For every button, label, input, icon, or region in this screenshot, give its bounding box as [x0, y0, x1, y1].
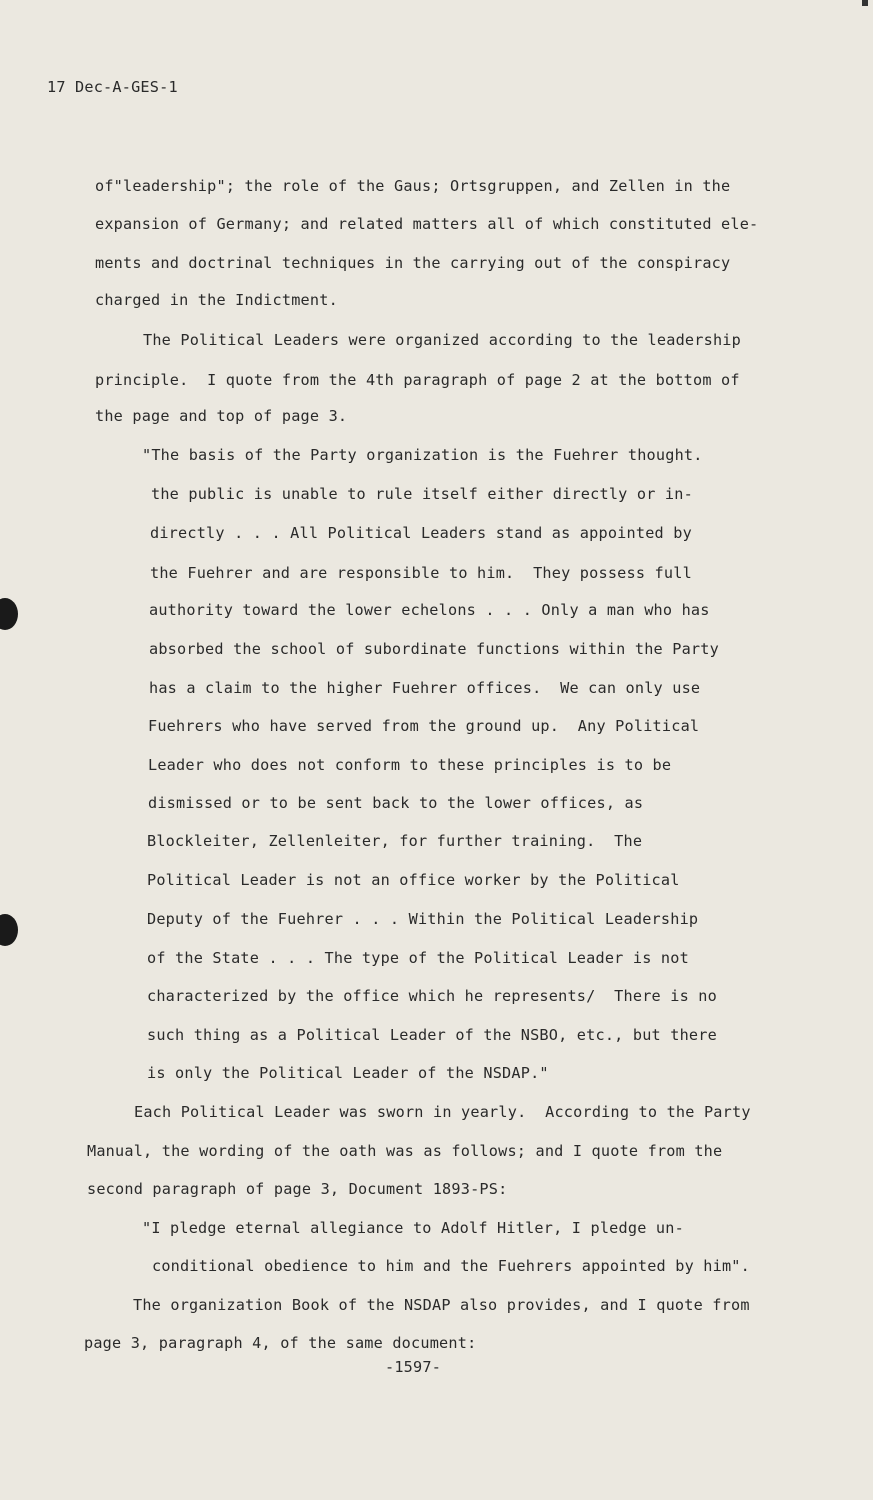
body-line: Manual, the wording of the oath was as follows; and I quote from the — [87, 1142, 723, 1160]
page-number: -1597- — [385, 1358, 442, 1376]
quote-line: dismissed or to be sent back to the lower offices, as — [148, 794, 644, 812]
punch-hole-upper — [0, 598, 18, 630]
scan-corner-mark — [862, 0, 868, 6]
body-line: ments and doctrinal techniques in the carrying out of the conspiracy — [95, 254, 731, 272]
oath-quote-line: "I pledge eternal allegiance to Adolf Hitler, I pledge un- — [142, 1219, 684, 1237]
quote-line: of the State . . . The type of the Political Leader is not — [147, 949, 689, 967]
punch-hole-lower — [0, 914, 18, 946]
body-line: expansion of Germany; and related matters all of which constituted ele- — [95, 215, 759, 233]
quote-line: Political Leader is not an office worker by the Political — [147, 871, 680, 889]
body-line: The Political Leaders were organized according to the leadership — [143, 331, 741, 349]
quote-line: Leader who does not conform to these principles is to be — [148, 756, 672, 774]
quote-line: such thing as a Political Leader of the NSBO, etc., but there — [147, 1026, 717, 1044]
quote-line: characterized by the office which he represents/ There is no — [147, 987, 717, 1005]
quote-line: the public is unable to rule itself either directly or in- — [151, 485, 693, 503]
quote-line: authority toward the lower echelons . . . Only a man who has — [149, 601, 710, 619]
quote-line: has a claim to the higher Fuehrer offices. We can only use — [149, 679, 701, 697]
body-line: charged in the Indictment. — [95, 291, 338, 309]
quote-line: Blockleiter, Zellenleiter, for further training. The — [147, 832, 643, 850]
quote-line: "The basis of the Party organization is the Fuehrer thought. — [142, 446, 703, 464]
oath-quote-line: conditional obedience to him and the Fuehrers appointed by him". — [152, 1257, 750, 1275]
quote-line: the Fuehrer and are responsible to him. They possess full — [150, 564, 692, 582]
body-line: Each Political Leader was sworn in yearly. According to the Party — [134, 1103, 751, 1121]
quote-line: Fuehrers who have served from the ground up. Any Political — [148, 717, 700, 735]
document-reference-header: 17 Dec-A-GES-1 — [47, 78, 178, 96]
quote-line: absorbed the school of subordinate functions within the Party — [149, 640, 719, 658]
body-line: of"leadership"; the role of the Gaus; Ortsgruppen, and Zellen in the — [95, 177, 731, 195]
quote-line: is only the Political Leader of the NSDAP." — [147, 1064, 549, 1082]
body-line: The organization Book of the NSDAP also provides, and I quote from — [133, 1296, 750, 1314]
body-line: second paragraph of page 3, Document 1893-PS: — [87, 1180, 508, 1198]
body-line: the page and top of page 3. — [95, 407, 348, 425]
quote-line: Deputy of the Fuehrer . . . Within the Political Leadership — [147, 910, 699, 928]
quote-line: directly . . . All Political Leaders stand as appointed by — [150, 524, 692, 542]
body-line: page 3, paragraph 4, of the same document: — [84, 1334, 477, 1352]
body-line: principle. I quote from the 4th paragraph of page 2 at the bottom of — [95, 371, 740, 389]
